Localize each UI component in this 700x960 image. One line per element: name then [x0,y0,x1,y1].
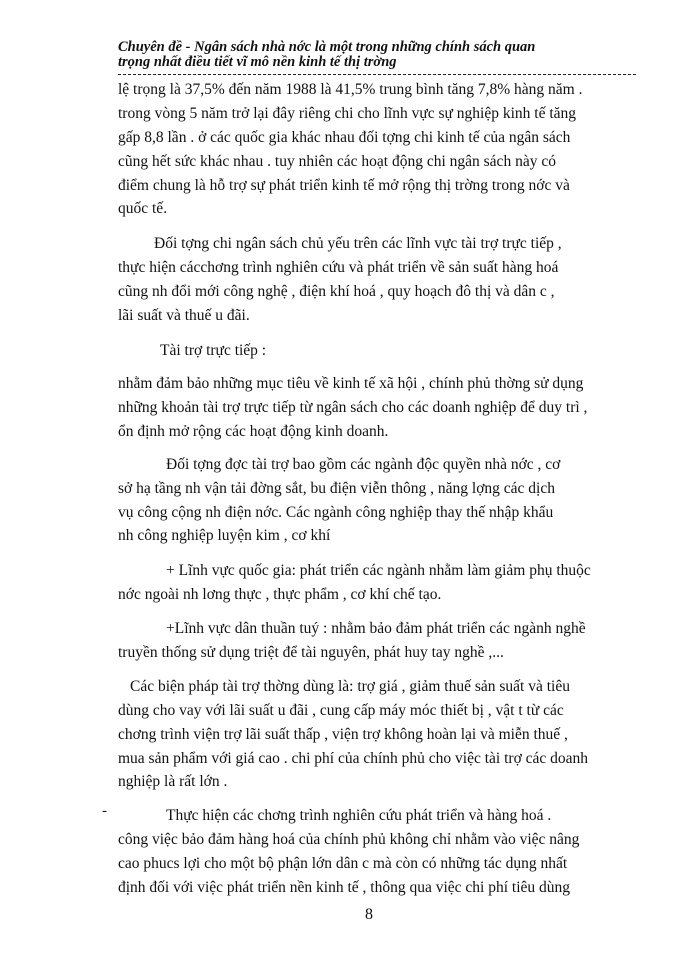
text-line: định đối với việc phát triển nền kinh tế , thông qua việc chi phí tiêu dùng [118,879,571,896]
text-line: + Lĩnh vực quốc gia: phát triển các ngành nhằm làm giảm phụ thuộc [166,562,591,579]
text-line: cũng nh đổi mới công nghệ , điện khí hoá , quy hoạch đô thị và dân c , [118,283,555,300]
header-divider [118,74,636,75]
page-number: 8 [365,906,373,923]
text-line: +Lĩnh vực dân thuần tuý : nhằm bảo đảm phát triển các ngành nghề [166,620,586,637]
bullet-dash: - [102,803,107,819]
text-line: nhằm đảm bảo những mục tiêu về kinh tế xã hội , chính phủ thờng sử dụng [118,375,584,392]
text-line: chơng trình viện trợ lãi suất thấp , viện trợ không hoàn lại và miễn thuế , [118,726,568,743]
text-line: Các biện pháp tài trợ thờng dùng là: trợ giá , giảm thuế sản suất và tiêu [130,678,570,695]
text-line: điểm chung là hỗ trợ sự phát triển kinh tế mở rộng thị trờng trong nớc và [118,177,570,194]
text-line: ổn định mở rộng các hoạt động kinh doanh. [118,423,389,440]
text-line: những khoản tài trợ trực tiếp từ ngân sách cho các doanh nghiệp để duy trì , [118,399,588,416]
text-line: Đối tợng chi ngân sách chủ yếu trên các lĩnh vực tài trợ trực tiếp , [154,235,562,252]
running-header [118,40,638,70]
text-line: cao phucs lợi cho một bộ phận lớn dân c mà còn có những tác dụng nhất [118,855,568,872]
text-line: cũng hết sức khác nhau . tuy nhiên các hoạt động chi ngân sách này có [118,153,556,170]
text-line: lãi suất và thuế u đãi. [118,307,250,324]
header-line-1: Chuyên đề - Ngân sách nhà nớc là một trong những chính sách quan [118,39,536,55]
text-line: nh công nghiệp luyện kim , cơ khí [118,527,331,544]
text-line: vụ công cộng nh điện nớc. Các ngành công nghiệp thay thế nhập khẩu [118,504,554,521]
section-heading: Tài trợ trực tiếp : [160,342,267,359]
text-line: nớc ngoài nh lơng thực , thực phẩm , cơ khí chế tạo. [118,586,442,603]
text-line: Đối tợng đợc tài trợ bao gồm các ngành độc quyền nhà nớc , cơ [166,456,561,473]
text-line: công việc bảo đảm hàng hoá của chính phủ không chỉ nhằm vào việc nâng [118,831,580,848]
text-line: truyền thống sử dụng triệt để tài nguyên, phát huy tay nghề ,... [118,644,504,661]
text-line: quốc tế. [118,200,168,217]
text-line: nghiệp là rất lớn . [118,773,228,790]
text-line: trong vòng 5 năm trở lại đây riêng chi cho lĩnh vực sự nghiệp kinh tế tăng [118,105,577,122]
text-line: sở hạ tầng nh vận tải đờng sắt, bu điện viễn thông , năng lợng các dịch [118,480,555,497]
text-line: Thực hiện các chơng trình nghiên cứu phát triển và hàng hoá . [166,807,552,824]
header-line-2: trọng nhất điều tiết vĩ mô nền kinh tế thị trờng [118,54,397,70]
text-line: dùng cho vay với lãi suất u đãi , cung cấp máy móc thiết bị , vật t từ các [118,702,564,719]
text-line: thực hiện cácchơng trình nghiên cứu và phát triển về sản suất hàng hoá [118,259,559,276]
text-line: gấp 8,8 lần . ở các quốc gia khác nhau đối tợng chi kinh tế của ngân sách [118,129,571,146]
text-line: mua sản phẩm với giá cao . chi phí của chính phủ cho việc tài trợ các doanh [118,750,589,767]
text-line: lệ trọng là 37,5% đến năm 1988 là 41,5% trung bình tăng 7,8% hàng năm . [118,81,583,98]
